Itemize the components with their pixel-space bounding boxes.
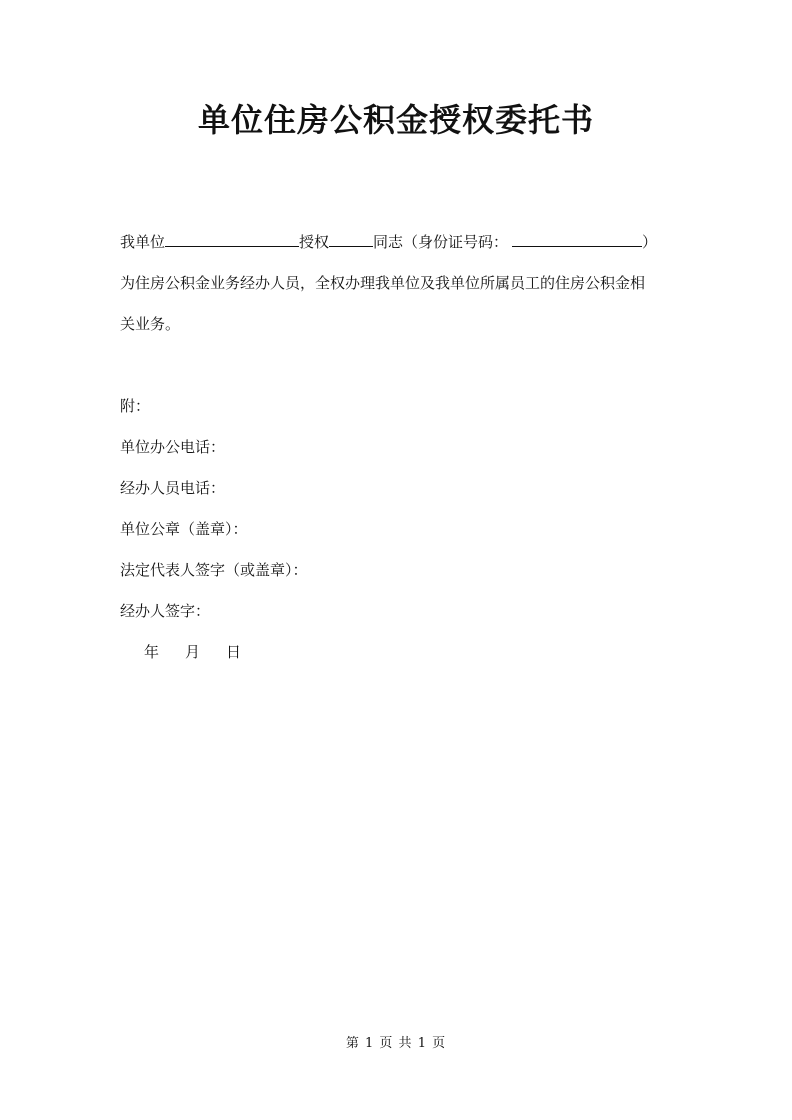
office-phone-field: 单位办公电话： — [120, 438, 226, 456]
authorization-text-4: ） — [642, 233, 658, 251]
section-spacer — [120, 345, 680, 386]
authorization-text-2: 授权 — [299, 233, 330, 251]
authorization-line-2: 为住房公积金业务经办人员，全权办理我单位及我单位所属员工的住房公积金相 — [120, 274, 646, 292]
company-seal-field: 单位公章（盖章）： — [120, 520, 248, 538]
company-name-blank[interactable] — [165, 231, 299, 247]
authorization-line-1 — [120, 222, 680, 263]
date-day: 日 — [226, 643, 242, 661]
attachment-label: 附： — [120, 397, 151, 415]
document-title: 单位住房公积金授权委托书 — [197, 101, 594, 139]
page-footer: 第 1 页 共 1 页 — [345, 1036, 447, 1051]
document-body — [120, 222, 680, 673]
handler-name-blank[interactable] — [329, 231, 373, 247]
date-line — [120, 632, 680, 673]
handler-signature-field: 经办人签字： — [120, 602, 211, 620]
authorization-line-3: 关业务。 — [120, 315, 181, 333]
id-number-blank[interactable] — [512, 231, 642, 247]
handler-phone-field: 经办人员电话： — [120, 479, 226, 497]
authorization-text-3: 同志（身份证号码： — [373, 233, 509, 251]
legal-rep-signature-field: 法定代表人签字（或盖章）： — [120, 561, 308, 579]
date-year: 年 — [144, 643, 160, 661]
authorization-text-1: 我单位 — [120, 233, 166, 251]
date-month: 月 — [185, 643, 201, 661]
